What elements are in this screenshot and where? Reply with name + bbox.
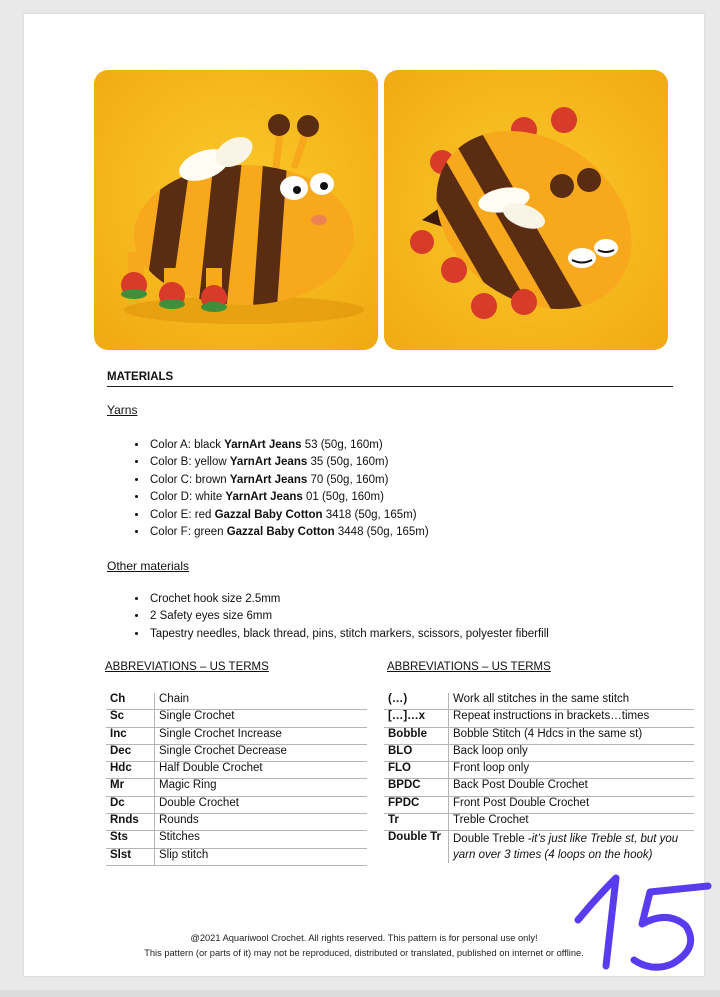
table-row: Sc Single Crochet <box>106 710 367 727</box>
table-row: Bobble Bobble Stitch (4 Hdcs in the same st) <box>384 727 694 744</box>
bee-photo-front <box>94 70 378 350</box>
table-row: Dec Single Crochet Decrease <box>106 744 367 761</box>
table-row: BPDC Back Post Double Crochet <box>384 779 694 796</box>
table-row: Mr Magic Ring <box>106 779 367 796</box>
table-row: Inc Single Crochet Increase <box>106 727 367 744</box>
pattern-page <box>24 14 704 976</box>
material-item: • Crochet hook size 2.5mm <box>148 591 549 608</box>
table-row: FPDC Front Post Double Crochet <box>384 796 694 813</box>
heading-divider <box>107 386 673 387</box>
table-row: Rnds Rounds <box>106 814 367 831</box>
yarn-item: • Color C: brown YarnArt Jeans 70 (50g, 160m) <box>148 472 429 489</box>
bee-photo-back <box>384 70 668 350</box>
material-item: • 2 Safety eyes size 6mm <box>148 608 549 625</box>
table-row: Ch Chain <box>106 693 367 710</box>
abbreviations-right-table <box>384 693 694 863</box>
footer-line-1: @2021 Aquariwool Crochet. All rights reserved. This pattern is for personal use only! <box>190 933 538 943</box>
table-row: Tr Treble Crochet <box>384 814 694 831</box>
table-row: BLO Back loop only <box>384 744 694 761</box>
yarns-title: Yarns <box>107 403 138 417</box>
yarn-item: • Color A: black YarnArt Jeans 53 (50g, 160m) <box>148 437 429 454</box>
abbreviations-left-table <box>106 693 367 866</box>
materials-heading: MATERIALS <box>107 371 174 383</box>
abbreviations-left-title: ABBREVIATIONS – US TERMS <box>105 661 269 673</box>
table-row: Dc Double Crochet <box>106 796 367 813</box>
table-row: FLO Front loop only <box>384 762 694 779</box>
abbreviations-right-title: ABBREVIATIONS – US TERMS <box>387 661 551 673</box>
yarns-list <box>128 437 429 541</box>
table-row: (…) Work all stitches in the same stitch <box>384 693 694 710</box>
table-row: Hdc Half Double Crochet <box>106 762 367 779</box>
yarn-item: • Color D: white YarnArt Jeans 01 (50g, 160m) <box>148 489 429 506</box>
material-item: • Tapestry needles, black thread, pins, stitch markers, scissors, polyester fiberfill <box>148 626 549 643</box>
other-materials-list <box>128 591 549 643</box>
footer-line-2: This pattern (or parts of it) may not be reproduced, distributed or translated, published on internet or offline. <box>144 948 584 958</box>
handwritten-page-number <box>568 868 718 978</box>
table-row: Sts Stitches <box>106 831 367 848</box>
yarn-item: • Color B: yellow YarnArt Jeans 35 (50g, 160m) <box>148 454 429 471</box>
table-row: […]…x Repeat instructions in brackets…times <box>384 710 694 727</box>
page-separator <box>0 990 720 997</box>
table-row: Slst Slip stitch <box>106 848 367 865</box>
table-row: Double Tr Double Treble -it’s just like Treble st, but you yarn over 3 times (4 loops on the hook) <box>384 831 694 864</box>
other-materials-title: Other materials <box>107 559 190 573</box>
yarn-item: • Color E: red Gazzal Baby Cotton 3418 (50g, 165m) <box>148 507 429 524</box>
yarn-item: • Color F: green Gazzal Baby Cotton 3448 (50g, 165m) <box>148 524 429 541</box>
